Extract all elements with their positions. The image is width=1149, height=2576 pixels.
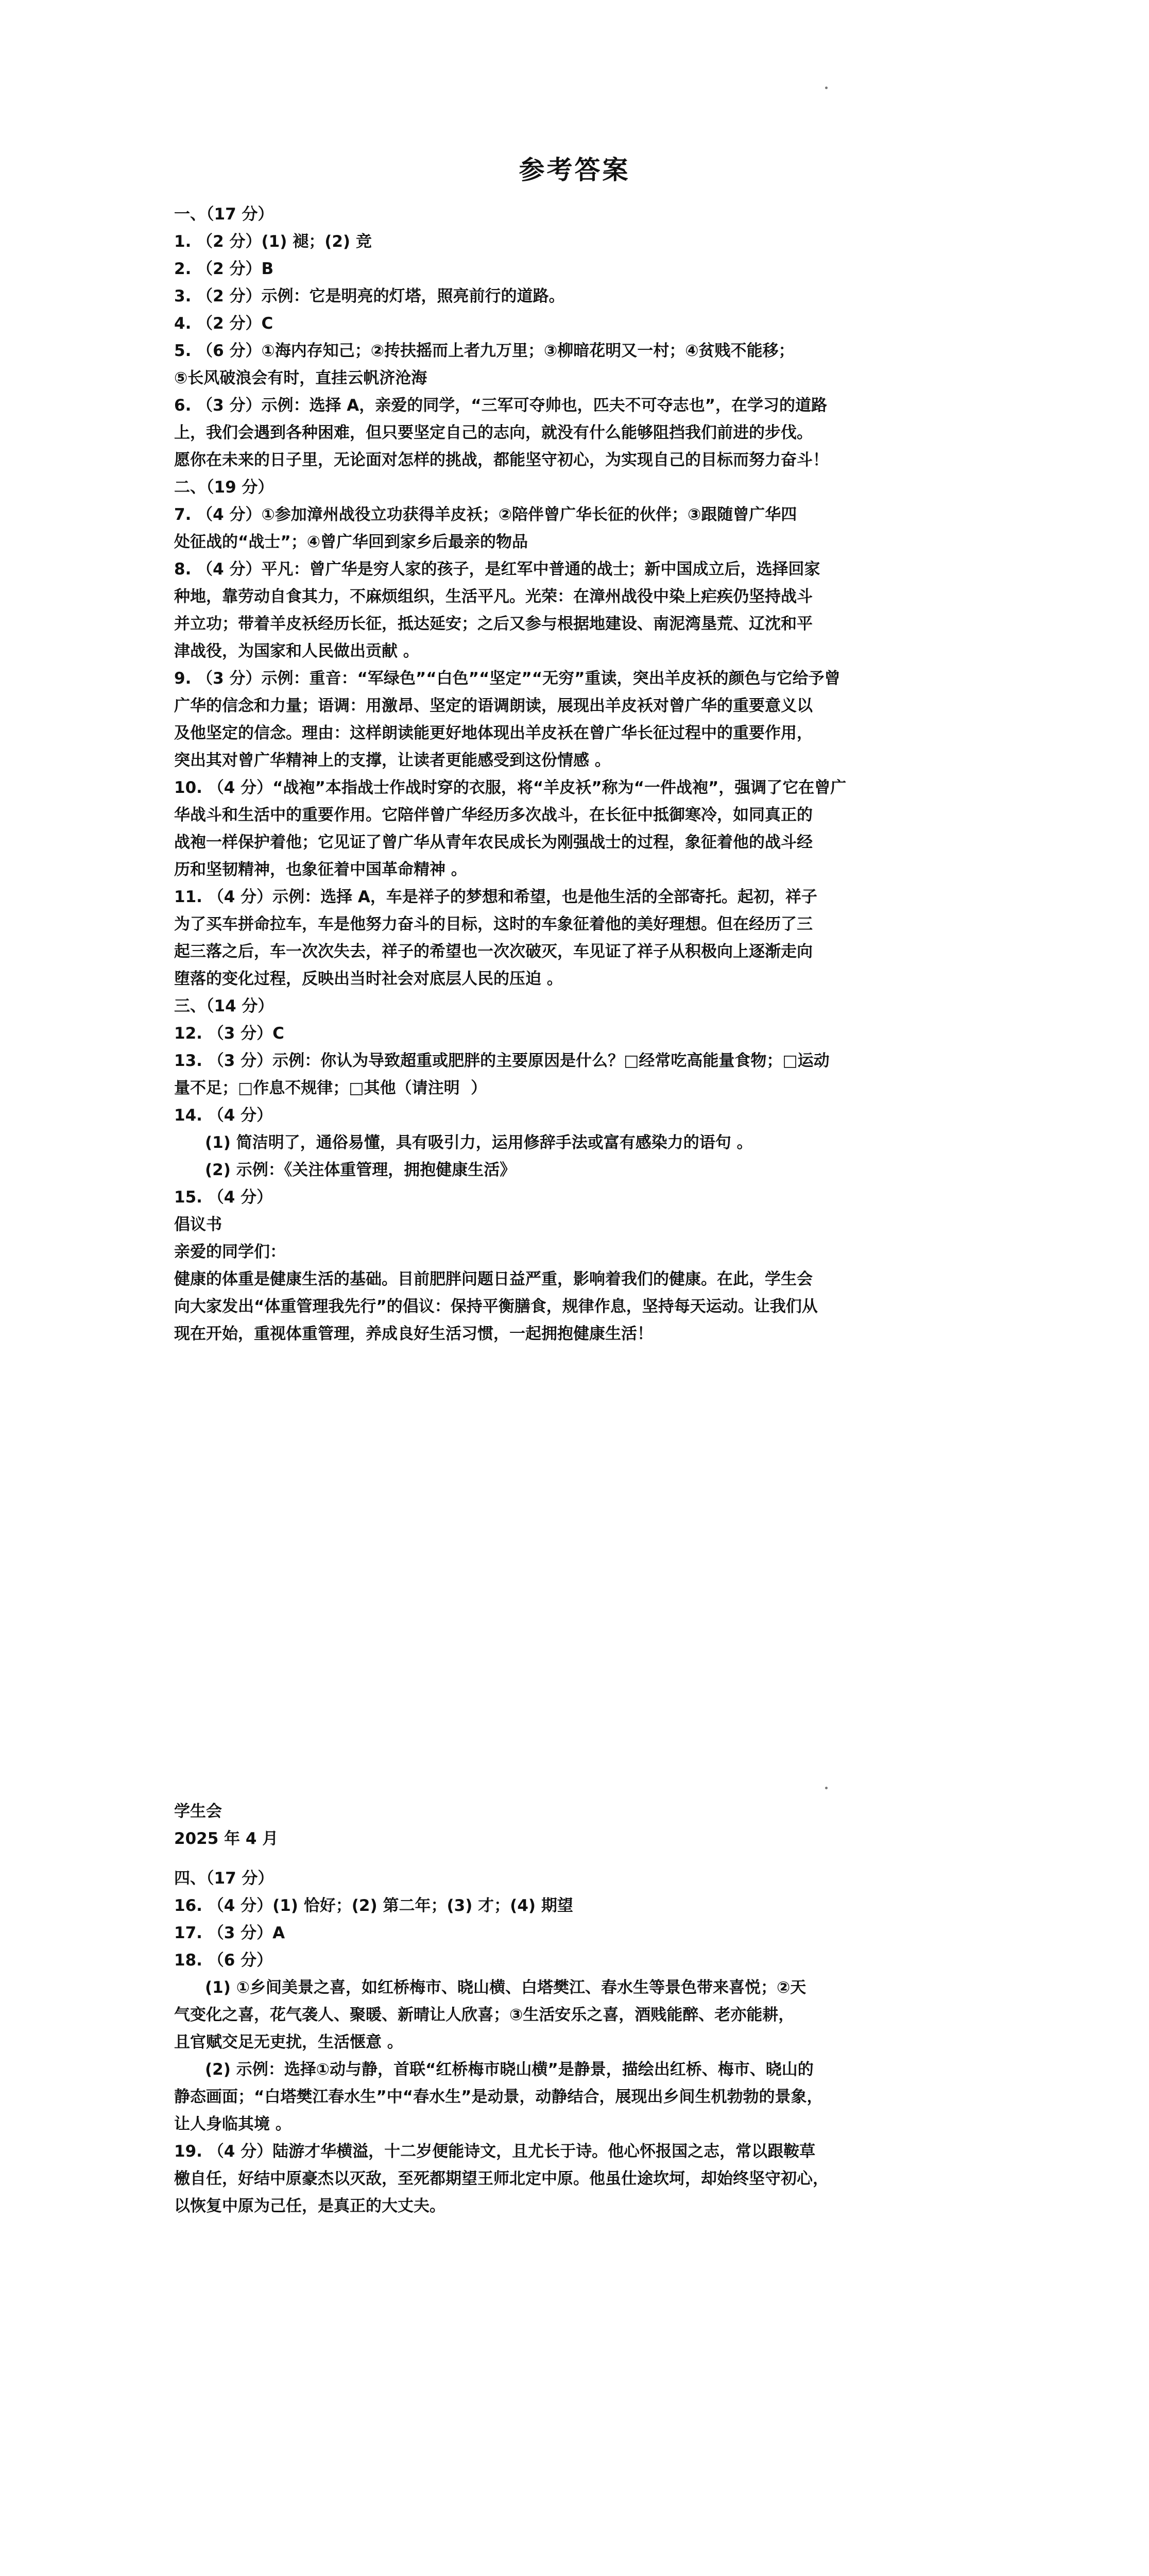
answer-line: (1) 简洁明了，通俗易懂，具有吸引力，运用修辞手法或富有感染力的语句 。 bbox=[205, 1133, 753, 1152]
answer-line: 16. （4 分）(1) 恰好；(2) 第二年；(3) 才；(4) 期望 bbox=[174, 1896, 573, 1915]
answer-line: 为了买车拼命拉车，车是他努力奋斗的目标，这时的车象征着他的美好理想。但在经历了三 bbox=[174, 915, 813, 934]
answer-line: 学生会 bbox=[174, 1802, 222, 1821]
answer-line: 9. （3 分）示例：重音：“军绿色”“白色”“坚定”“无穷”重读，突出羊皮袄的颜色与它给予曾 bbox=[174, 669, 841, 688]
answer-line: 1. （2 分）(1) 褪；(2) 竞 bbox=[174, 232, 372, 251]
answer-line: 17. （3 分）A bbox=[174, 1924, 285, 1942]
answer-line: 津战役，为国家和人民做出贡献 。 bbox=[174, 642, 419, 660]
answer-line: 健康的体重是健康生活的基础。目前肥胖问题日益严重，影响着我们的健康。在此，学生会 bbox=[174, 1270, 813, 1289]
answer-line: 3. （2 分）示例：它是明亮的灯塔，照亮前行的道路。 bbox=[174, 287, 565, 306]
answer-line: 11. （4 分）示例：选择 A，车是祥子的梦想和希望，也是他生活的全部寄托。起初，祥子 bbox=[174, 888, 817, 906]
answer-line: 种地，靠劳动自食其力，不麻烦组织，生活平凡。光荣：在漳州战役中染上疟疾仍坚持战斗 bbox=[174, 587, 813, 606]
answer-line: 2025 年 4 月 bbox=[174, 1829, 279, 1848]
answer-line: 四、（17 分） bbox=[174, 1869, 274, 1888]
answer-line: 13. （3 分）示例：你认为导致超重或肥胖的主要原因是什么？□经常吃高能量食物；□运动 bbox=[174, 1052, 830, 1070]
answer-line: 亲爱的同学们： bbox=[174, 1243, 286, 1261]
answer-line: 一、（17 分） bbox=[174, 205, 274, 224]
answer-line: 10. （4 分）“战袍”本指战士作战时穿的衣服，将“羊皮袄”称为“一件战袍”，强调了它在曾广 bbox=[174, 778, 847, 797]
answer-line: 量不足；□作息不规律；□其他（请注明 ） bbox=[174, 1079, 487, 1097]
answer-line: 三、（14 分） bbox=[174, 997, 274, 1015]
answer-line: 15. （4 分） bbox=[174, 1188, 273, 1207]
answer-line: 处征战的“战士”；④曾广华回到家乡后最亲的物品 bbox=[174, 533, 528, 551]
answer-line: 上，我们会遇到各种困难，但只要坚定自己的志向，就没有什么能够阻挡我们前进的步伐。 bbox=[174, 423, 813, 442]
answer-line: 战袍一样保护着他；它见证了曾广华从青年农民成长为刚强战士的过程，象征着他的战斗经 bbox=[174, 833, 813, 852]
scan-dot bbox=[825, 1787, 828, 1789]
answer-line: 14. （4 分） bbox=[174, 1106, 273, 1125]
scan-dot bbox=[825, 87, 828, 89]
answer-page-2 bbox=[0, 1762, 1149, 2576]
answer-line: 4. （2 分）C bbox=[174, 314, 273, 333]
answer-line: (2) 示例：《关注体重管理，拥抱健康生活》 bbox=[205, 1161, 516, 1179]
answer-line: 12. （3 分）C bbox=[174, 1024, 284, 1043]
answer-line: 18. （6 分） bbox=[174, 1951, 273, 1970]
answer-line: (2) 示例：选择①动与静，首联“红桥梅市晓山横”是静景，描绘出红桥、梅市、晓山的 bbox=[205, 2060, 814, 2079]
answer-body-1 bbox=[174, 201, 967, 1348]
answer-line: 突出其对曾广华精神上的支撑，让读者更能感受到这份情感 。 bbox=[174, 751, 611, 770]
answer-line: 起三落之后，车一次次失去，祥子的希望也一次次破灭，车见证了祥子从积极向上逐渐走向 bbox=[174, 942, 813, 961]
answer-line: 檄自任，好结中原豪杰以灭敌，至死都期望王师北定中原。他虽仕途坎坷，却始终坚守初心， bbox=[174, 2170, 829, 2188]
answer-line: 华战斗和生活中的重要作用。它陪伴曾广华经历多次战斗，在长征中抵御寒冷，如同真正的 bbox=[174, 806, 813, 824]
answer-line: 现在开始，重视体重管理，养成良好生活习惯，一起拥抱健康生活！ bbox=[174, 1325, 653, 1343]
answer-line: 倡议书 bbox=[174, 1215, 222, 1234]
answer-line: 让人身临其境 。 bbox=[174, 2115, 291, 2133]
answer-line: 6. （3 分）示例：选择 A，亲爱的同学，“三军可夺帅也，匹夫不可夺志也”，在学习的道路 bbox=[174, 396, 828, 415]
answer-line: 以恢复中原为己任，是真正的大丈夫。 bbox=[174, 2197, 445, 2215]
answer-line: 且官赋交足无吏扰，生活惬意 。 bbox=[174, 2033, 403, 2052]
answer-body-2 bbox=[174, 1793, 967, 2220]
answer-line: 向大家发出“体重管理我先行”的倡议：保持平衡膳食，规律作息，坚持每天运动。让我们从 bbox=[174, 1297, 818, 1316]
answer-line: ⑤长风破浪会有时，直挂云帆济沧海 bbox=[174, 369, 427, 387]
page-title: 参考答案 bbox=[519, 155, 630, 185]
answer-line: 气变化之喜，花气袭人、聚暖、新晴让人欣喜；③生活安乐之喜，酒贱能醉、老亦能耕， bbox=[174, 2006, 795, 2024]
answer-line: 并立功；带着羊皮袄经历长征，抵达延安；之后又参与根据地建设、南泥湾垦荒、辽沈和平 bbox=[174, 615, 813, 633]
answer-line: (1) ①乡间美景之喜，如红桥梅市、晓山横、白塔樊江、春水生等景色带来喜悦；②天 bbox=[205, 1978, 807, 1997]
answer-line: 及他坚定的信念。理由：这样朗读能更好地体现出羊皮袄在曾广华长征过程中的重要作用， bbox=[174, 724, 813, 742]
answer-line: 2. （2 分）B bbox=[174, 260, 274, 278]
answer-line: 愿你在未来的日子里，无论面对怎样的挑战，都能坚守初心，为实现自己的目标而努力奋斗！ bbox=[174, 451, 829, 469]
answer-line: 二、（19 分） bbox=[174, 478, 274, 497]
answer-line: 广华的信念和力量；语调：用激昂、坚定的语调朗读，展现出羊皮袄对曾广华的重要意义以 bbox=[174, 697, 813, 715]
answer-line: 19. （4 分）陆游才华横溢，十二岁便能诗文，且尤长于诗。他心怀报国之志，常以跟鞍草 bbox=[174, 2142, 816, 2161]
answer-line: 8. （4 分）平凡：曾广华是穷人家的孩子，是红军中普通的战士；新中国成立后，选择回家 bbox=[174, 560, 820, 579]
answer-line: 历和坚韧精神，也象征着中国革命精神 。 bbox=[174, 860, 467, 879]
answer-line: 静态画面；“白塔樊江春水生”中“春水生”是动景，动静结合，展现出乡间生机勃勃的景象， bbox=[174, 2088, 823, 2106]
answer-line: 5. （6 分）①海内存知己；②抟扶摇而上者九万里；③柳暗花明又一村；④贫贱不能移； bbox=[174, 342, 795, 360]
answer-line: 7. （4 分）①参加漳州战役立功获得羊皮袄；②陪伴曾广华长征的伙伴；③跟随曾广华四 bbox=[174, 505, 797, 524]
answer-line: 堕落的变化过程，反映出当时社会对底层人民的压迫 。 bbox=[174, 970, 563, 988]
